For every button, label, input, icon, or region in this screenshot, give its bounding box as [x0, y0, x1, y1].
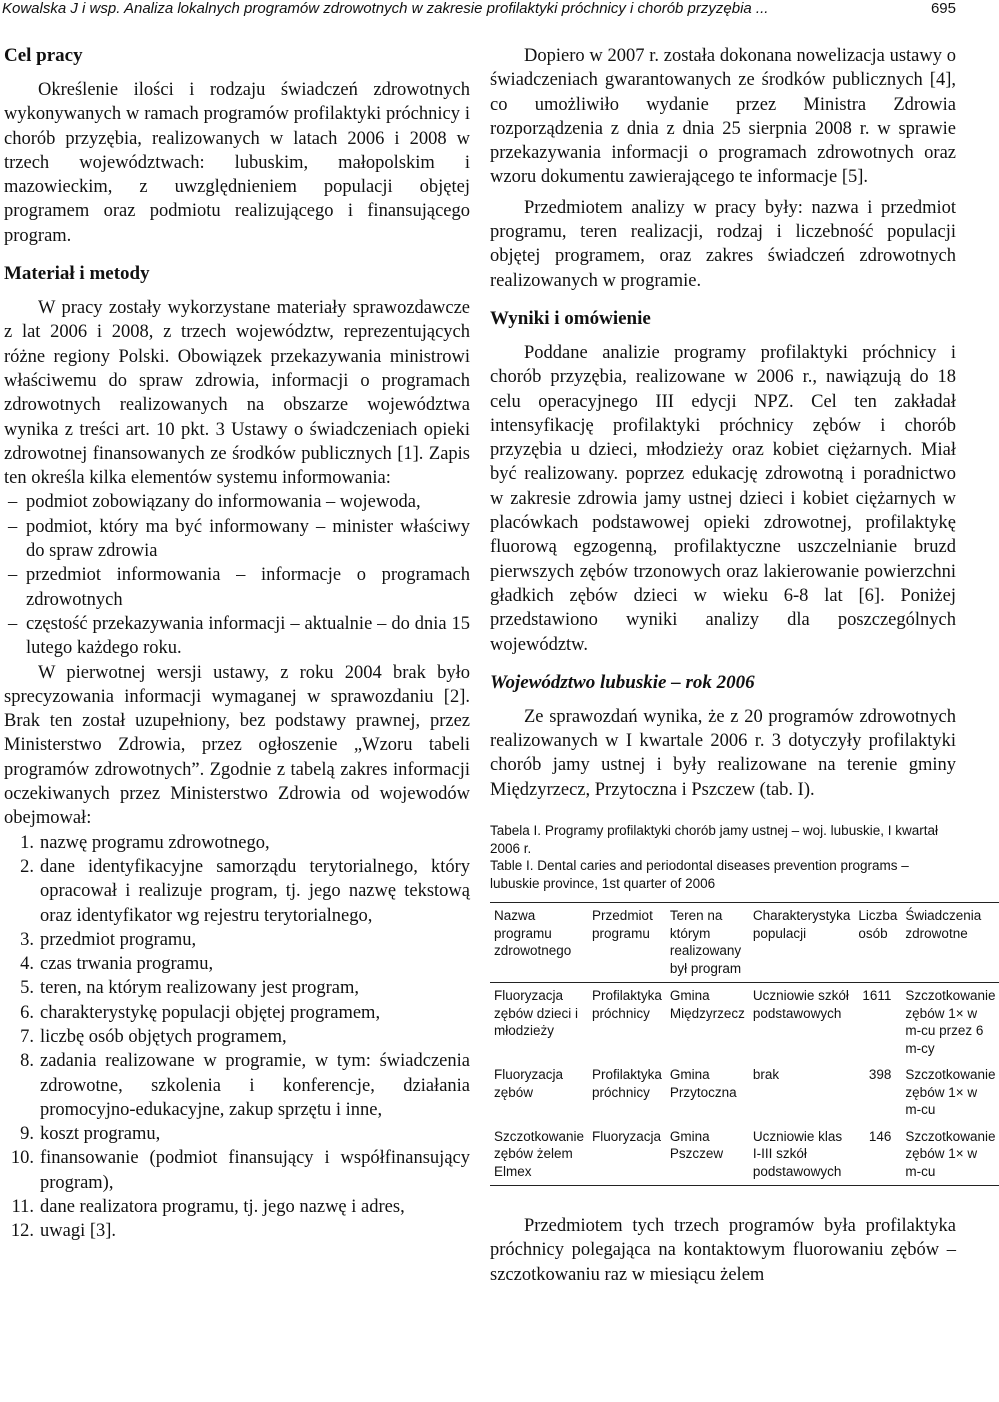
page-number: 695 [930, 0, 956, 17]
lubuskie-heading: Województwo lubuskie – rok 2006 [490, 671, 755, 693]
list-item: 5. teren, na którym realizowany jest program, [20, 978, 360, 999]
right-paragraph-1: Dopiero w 2007 r. została dokonana nowelizacja ustawy o świadczeniach gwarantowanych ze środków publicznych [4], co umożliwiło wydanie przez Ministra Zdrowia rozporządzenia z dnia z dnia 25 sierpnia 2008 r. w sprawie przekazywania informacji o programach zdrowotnych oraz wzoru dokumentu zawierającego te informacje [5]. [490, 46, 956, 188]
table-cell: Uczniowie klas I-III szkół podstawowych [752, 1128, 843, 1179]
running-title: Kowalska J i wsp. Analiza lokalnych programów zdrowotnych w zakresie profilaktyki próchnicy i chorób przyzębia ... [2, 0, 769, 17]
table-cell: Gmina Międzyrzecz [669, 988, 745, 1021]
table-cell: Profilaktyka próchnicy [592, 1067, 662, 1100]
table-cell: Gmina Przytoczna [669, 1067, 737, 1100]
table-cell: 146 [868, 1128, 892, 1144]
table-cell: Szczotkowanie zębów 1× w m-cu [905, 1128, 996, 1179]
table-cell: brak [752, 1067, 780, 1083]
table-cell: 1611 [862, 988, 892, 1004]
list-item: 8. zadania realizowane w programie, w tym: świadczenia zdrowotne, szkolenia i konferencje, działania promocyjno-edukacyjne, zakup sprzętu i inne, [20, 1051, 470, 1120]
table-row [490, 1062, 999, 1124]
table-cell: Fluoryzacja [592, 1128, 662, 1144]
dash-list [4, 490, 470, 660]
table-row [490, 983, 999, 1063]
list-item: 2. dane identyfikacyjne samorządu terytorialnego, który opracował i realizuje program, tj. jego nazwę tekstową oraz identyfikator wg rejestru terytorialnego, [20, 856, 470, 926]
table-cell: Uczniowie szkół podstawowych [752, 988, 849, 1021]
table-cell: Szczotkowanie zębów 1× w m-cu [905, 1067, 996, 1118]
table-header-cell: Świadczenia zdrowotne [905, 908, 982, 941]
table-cell: Szczotkowanie zębów 1× w m-cu przez 6 m-cy [905, 988, 996, 1056]
table-cell: Fluoryzacja zębów [494, 1067, 564, 1100]
lubuskie-paragraph: Ze sprawozdań wynika, że z 20 programów zdrowotnych realizowanych w I kwartale 2006 r. 3 dotyczyły profilaktyki chorób jamy ustnej i były realizowane na terenie gminy Międzyrzecz, Przytoczna i Pszczew (tab. I). [490, 706, 956, 800]
list-item: 7. liczbę osób objętych programem, [20, 1026, 287, 1047]
table-header-cell: Przedmiot programu [592, 908, 653, 941]
table-caption [490, 822, 956, 892]
cel-paragraph: Określenie ilości i rodzaju świadczeń zdrowotnych wykonywanych w ramach programów profilaktyki próchnicy i chorób przyzębia, realizowanych w latach 2006 i 2008 w trzech województwach: lubuskim, małopolskim i mazowieckim, z uwzględnieniem populacji objętej programem oraz podmiotu realizującego i finansującego program. [4, 80, 470, 246]
table-cell: Gmina Pszczew [669, 1128, 724, 1162]
material-paragraph-2: W pierwotnej wersji ustawy, z roku 2004 brak było sprecyzowania informacji wymaganej w sprawozdaniu [2]. Brak ten został uzupełniony, bez podstawy prawnej, przez Ministerstwo Zdrowia, przez ogłoszenie „Wzoru tabeli programów zdrowotnych”. Zgodnie z tabelą zakres informacji oczekiwanych przez Ministerstwo Zdrowia od wojewodów obejmował: [4, 662, 470, 829]
table-header-cell: Teren na którym realizowany był program [669, 908, 742, 976]
dash-marker: – [8, 613, 18, 634]
dash-marker: – [8, 516, 18, 537]
dash-list-item: – podmiot zobowiązany do informowania – wojewoda, [4, 490, 470, 514]
list-item: 6. charakterystykę populacji objętej programem, [20, 1002, 381, 1023]
table-cell: Szczotkowanie zębów żelem Elmex [494, 1128, 585, 1179]
list-item: 9. koszt programu, [20, 1124, 161, 1145]
table-caption-pl: Tabela I. Programy profilaktyki chorób jamy ustnej – woj. lubuskie, I kwartał 2006 r. [490, 823, 938, 856]
list-item: 12. uwagi [3]. [10, 1221, 117, 1242]
list-item: 11. dane realizatora programu, tj. jego nazwę i adres, [11, 1197, 405, 1218]
table-header-cell: Charakterystyka populacji [752, 908, 851, 941]
programs-table [490, 902, 999, 1186]
wyniki-paragraph: Poddane analizie programy profilaktyki próchnicy i chorób przyzębia, realizowane w 2006 r., nawiązują do 18 celu operacyjnego III edycji NPZ. Cel ten zakładał intensyfikację profilaktyki próchnicy zębów i chorób przyzębia u dzieci, młodzieży oraz kobiet ciężarnych. Miał być realizowany. poprzez edukację zdrowotną i poradnictwo w zakresie zdrowia jamy ustnej dzieci i kobiet ciężarnych w placówkach podstawowej opieki zdrowotnej, profilaktykę fluorową egzogenną, profilaktyczne uszczelnianie bruzd pierwszych zębów trzonowych oraz lakierowanie powierzchni gładkich zębów dzieci w wieku 6-8 lat [6]. Poniżej przedstawiono wyniki analizy dla poszczególnych województw. [490, 342, 956, 655]
table-row [490, 1124, 999, 1186]
dash-list-item: – częstość przekazywania informacji – aktualnie – do dnia 15 lutego każdego roku. [8, 613, 470, 659]
table-header-row [490, 903, 999, 983]
numbered-list [4, 831, 470, 1244]
list-item: 4. czas trwania programu, [20, 954, 214, 975]
table-cell: 398 [868, 1067, 892, 1083]
left-column [4, 44, 470, 1244]
table-caption-en: Table I. Dental caries and periodontal diseases prevention programs – lubuskie province, 1st quarter of 2006 [490, 858, 909, 891]
list-item: 1. nazwę programu zdrowotnego, [20, 832, 270, 853]
cel-heading: Cel pracy [4, 45, 83, 66]
right-column [490, 44, 996, 1287]
final-paragraph: Przedmiotem tych trzech programów była profilaktyka próchnicy polegająca na kontaktowym fluorowaniu zębów – szczotkowaniu raz w miesiącu żelem [490, 1216, 956, 1285]
dash-list-item: – podmiot, który ma być informowany – minister właściwy do spraw zdrowia [8, 516, 470, 562]
table-cell: Fluoryzacja zębów dzieci i młodzieży [494, 988, 579, 1039]
right-paragraph-2: Przedmiotem analizy w pracy były: nazwa i przedmiot programu, teren realizacji, rodzaj i liczebność populacji objętej programem, oraz zakres świadczeń zdrowotnych realizowanych w programie. [490, 197, 956, 291]
table-header-cell: Liczba osób [858, 908, 898, 941]
running-header [0, 0, 960, 24]
table-header-cell: Nazwa programu zdrowotnego [494, 908, 572, 959]
table-cell: Profilaktyka próchnicy [592, 988, 662, 1021]
dash-marker: – [8, 492, 18, 513]
list-item: 10. finansowanie (podmiot finansujący i współfinansujący program), [10, 1148, 470, 1193]
material-heading: Materiał i metody [4, 263, 150, 285]
dash-list-item: – przedmiot informowania – informacje o programach zdrowotnych [8, 565, 470, 610]
list-item: 3. przedmiot programu, [20, 929, 197, 950]
dash-marker: – [8, 565, 18, 586]
wyniki-heading: Wyniki i omówienie [490, 307, 651, 329]
material-paragraph-1: W pracy zostały wykorzystane materiały sprawozdawcze z lat 2006 i 2008, z trzech województw, reprezentujących różne regiony Polski. Obowiązek przekazywania ministrowi właściwemu do spraw zdrowia, informacji o programach zdrowotnych realizowanych na obszarze województwa wynika z treści art. 10 pkt. 3 Ustawy o świadczeniach opieki zdrowotnej finansowanych ze środków publicznych [1]. Zapis ten określa kilka elementów systemu informowania: [4, 298, 470, 489]
